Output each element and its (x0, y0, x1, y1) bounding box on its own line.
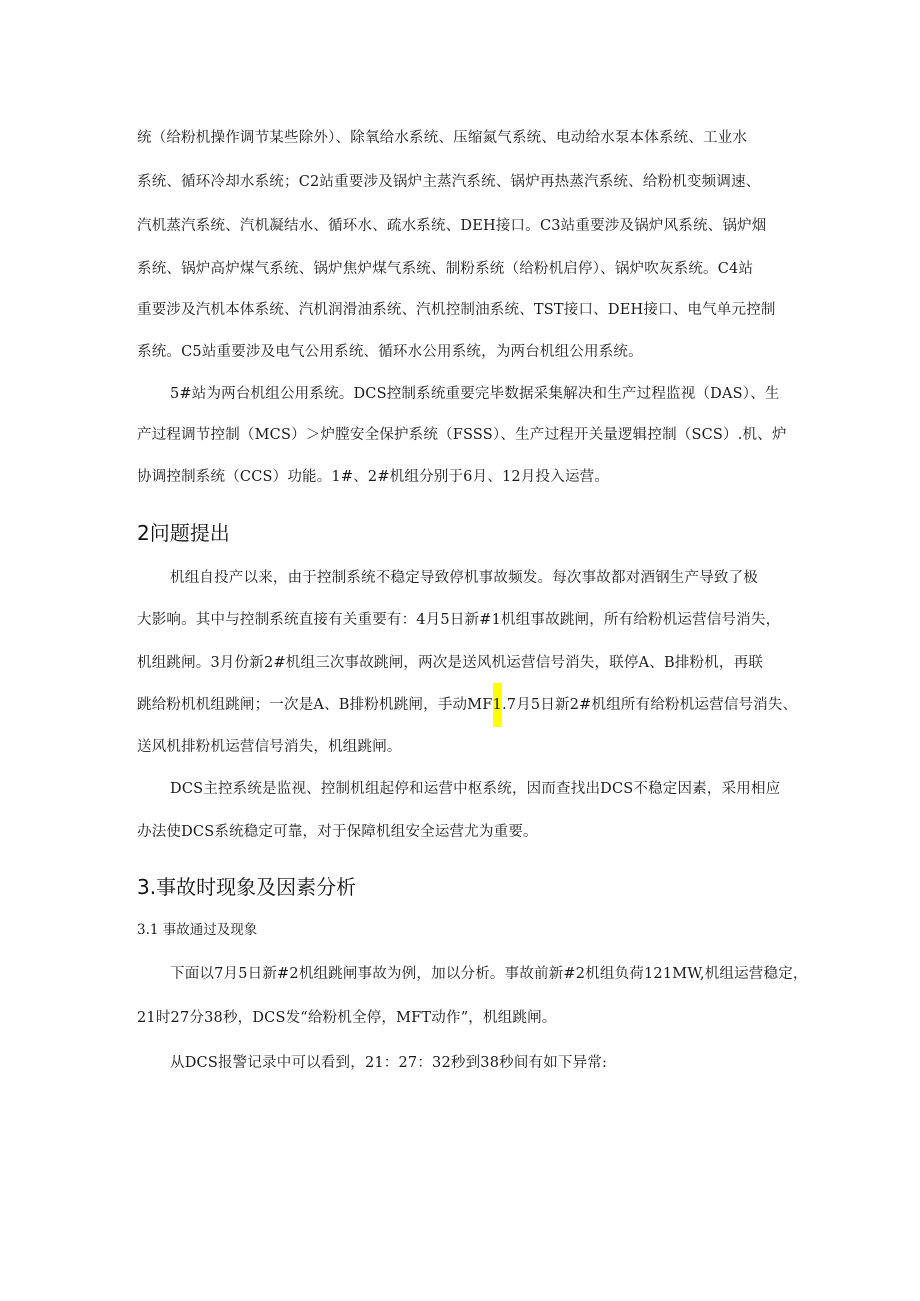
body-text-line: 系统、循环冷却水系统；C2站重要涉及锅炉主蒸汽系统、锅炉再热蒸汽系统、给粉机变频调速、 (137, 174, 761, 190)
body-text-line: 产过程调节控制（MCS）＞炉膛安全保护系统（FSSS）、生产过程开关量逻辑控制（SCS）.机、炉 (137, 427, 787, 443)
body-text-line: 办法使DCS系统稳定可靠，对于保障机组安全运营尤为重要。 (137, 824, 538, 840)
body-text-line: 统（给粉机操作调节某些除外）、除氧给水系统、压缩氮气系统、电动给水泵本体系统、工业水 (137, 130, 748, 146)
highlighted-text: 1 (493, 683, 502, 727)
section-heading: 2问题提出 (137, 521, 230, 545)
body-text-line: 机组自投产以来，由于控制系统不稳定导致停机事故频发。每次事故都对酒钢生产导致了极 (170, 570, 758, 586)
body-text-line: 系统、锅炉高炉煤气系统、锅炉焦炉煤气系统、制粉系统（给粉机启停）、锅炉吹灰系统。C4站 (137, 261, 754, 277)
text-run: .7月5日新2#机组所有给粉机运营信号消失、 (501, 697, 798, 713)
body-text-line: 机组跳闸。3月份新2#机组三次事故跳闸，两次是送风机运营信号消失，联停A、B排粉机，再联 (137, 655, 764, 671)
body-text-line: 汽机蒸汽系统、汽机凝结水、循环水、疏水系统、DEH接口。C3站重要涉及锅炉风系统、锅炉烟 (137, 218, 767, 234)
subsection-heading: 3.1 事故通过及现象 (137, 922, 258, 938)
body-text-line: 21时27分38秒，DCS发“给粉机全停，MFT动作”，机组跳闸。 (137, 1010, 557, 1026)
section-heading: 3.事故时现象及因素分析 (137, 875, 357, 899)
body-text-line: 下面以7月5日新#2机组跳闸事故为例，加以分析。事故前新#2机组负荷121MW,机组运营稳定， (170, 966, 808, 982)
text-run: 跳给粉机机组跳闸；一次是A、B排粉机跳闸，手动MF (137, 697, 493, 713)
body-text-line: 协调控制系统（CCS）功能。1#、2#机组分别于6月、12月投入运营。 (137, 469, 610, 485)
body-text-line: 从DCS报警记录中可以看到，21：27：32秒到38秒间有如下异常: (170, 1055, 608, 1071)
body-text-line (137, 695, 797, 715)
body-text-line: 系统。C5站重要涉及电气公用系统、循环水公用系统，为两台机组公用系统。 (137, 344, 643, 360)
body-text-line: 5#站为两台机组公用系统。DCS控制系统重要完毕数据采集解决和生产过程监视（DAS）、生 (170, 386, 780, 402)
body-text-line: 重要涉及汽机本体系统、汽机润滑油系统、汽机控制油系统、TST接口、DEH接口、电气单元控制 (137, 302, 776, 318)
body-text-line: 大影响。其中与控制系统直接有关重要有：4月5日新#1机组事故跳闸，所有给粉机运营信号消失， (137, 612, 781, 628)
body-text-line: DCS主控系统是监视、控制机组起停和运营中枢系统，因而查找出DCS不稳定因素，采用相应 (170, 781, 781, 797)
body-text-line: 送风机排粉机运营信号消失，机组跳闸。 (137, 739, 402, 755)
